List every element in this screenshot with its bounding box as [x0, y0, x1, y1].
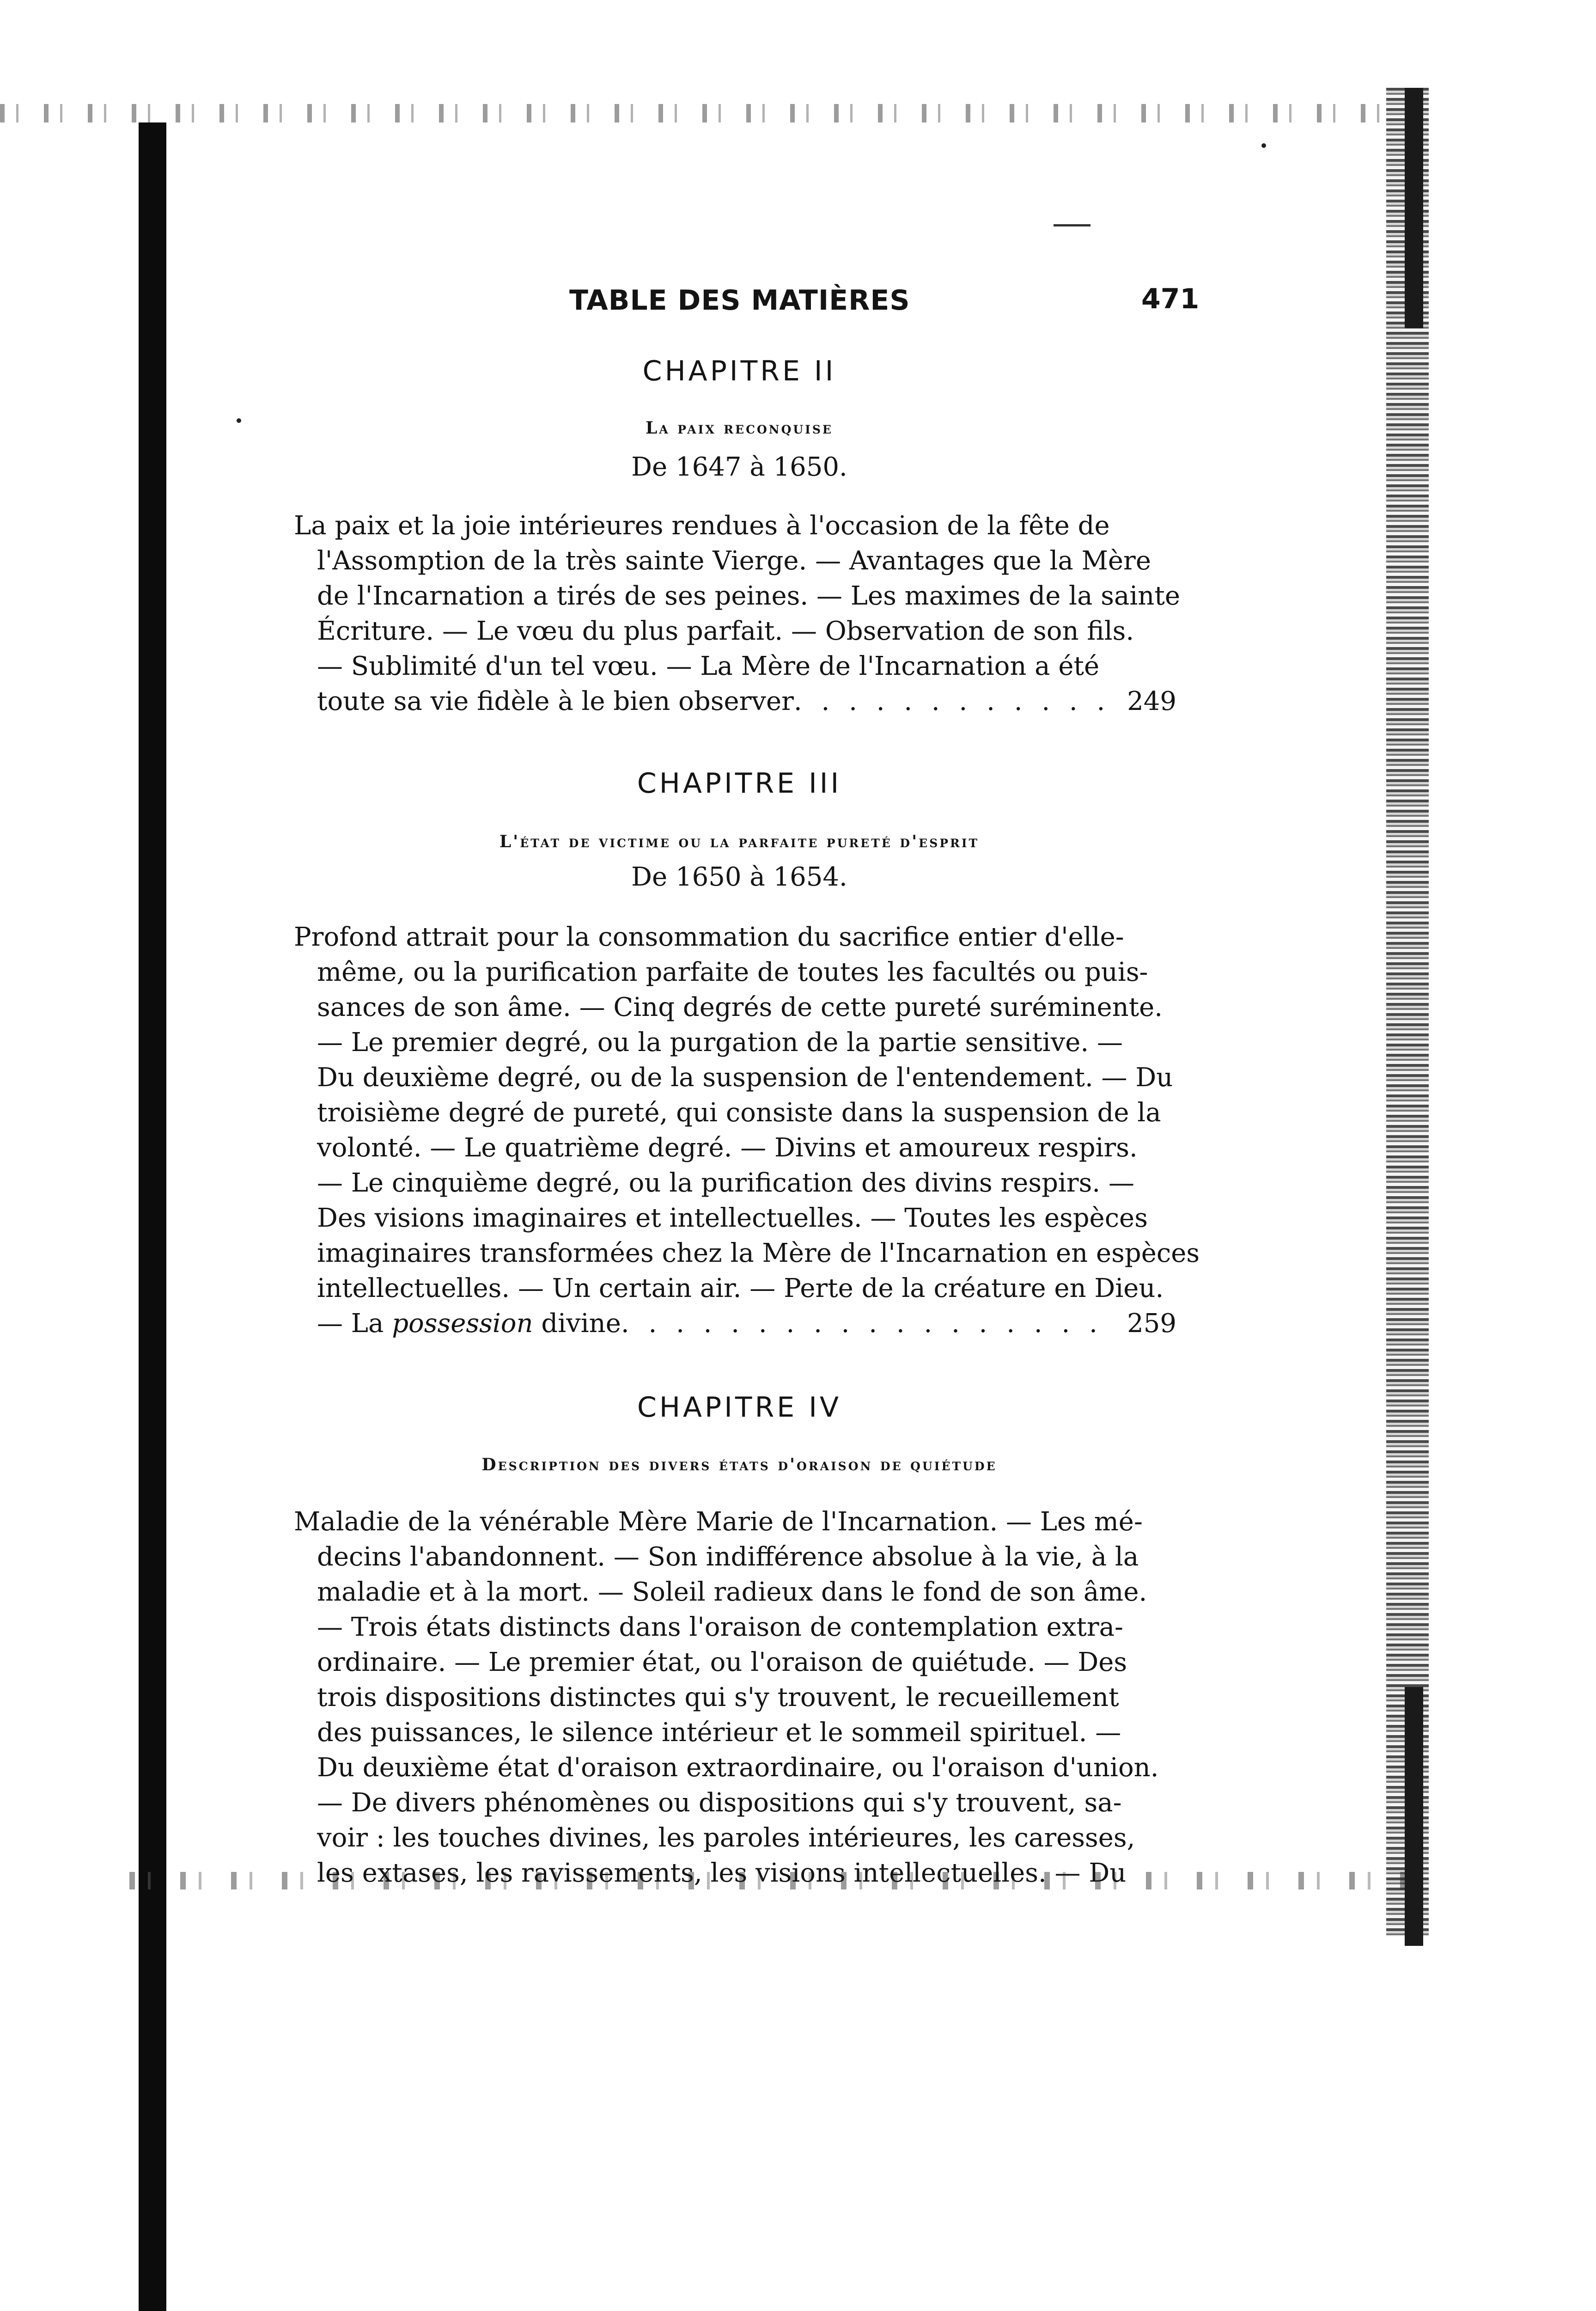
- summary-line: Du deuxième degré, ou de la suspension de l'entendement. — Du: [317, 1063, 1173, 1093]
- binding-shadow: [139, 122, 166, 2311]
- page-reference: 259: [1127, 1308, 1176, 1339]
- summary-line: Écriture. — Le vœu du plus parfait. — Observation de son fils.: [317, 616, 1134, 646]
- chapter-subtitle: Description des divers états d'oraison de quiétude: [481, 1455, 997, 1474]
- toc-entry: [294, 684, 1200, 719]
- italic-term: possession: [392, 1308, 533, 1339]
- chapter-title: CHAPITRE IV: [637, 1391, 841, 1424]
- toc-entry: [294, 1306, 1200, 1341]
- chapter-summary: [294, 1504, 1200, 1891]
- running-title: TABLE DES MATIÈRES: [569, 284, 910, 317]
- dot-leader: [621, 1306, 1118, 1341]
- summary-line: maladie et à la mort. — Soleil radieux dans le fond de son âme.: [317, 1577, 1147, 1607]
- summary-line: ordinaire. — Le premier état, ou l'oraison de quiétude. — Des: [317, 1647, 1127, 1677]
- summary-line: decins l'abandonnent. — Son indifférence absolue à la vie, à la: [317, 1542, 1139, 1572]
- summary-line: trois dispositions distinctes qui s'y trouvent, le recueillement: [317, 1682, 1119, 1712]
- summary-text: — La: [317, 1308, 392, 1339]
- scan-noise-top: [0, 104, 1386, 122]
- summary-line: — Trois états distincts dans l'oraison de contemplation extra-: [317, 1612, 1123, 1642]
- summary-line: intellectuelles. — Un certain air. — Perte de la créature en Dieu.: [317, 1273, 1164, 1303]
- chapter-subtitle: La paix reconquise: [646, 418, 833, 438]
- summary-text: divine: [533, 1308, 621, 1339]
- summary-line: même, ou la purification parfaite de toutes les facultés ou puis-: [317, 957, 1148, 987]
- summary-line: toute sa vie fidèle à le bien observer: [317, 686, 794, 716]
- summary-line: volonté. — Le quatrième degré. — Divins et amoureux respirs.: [317, 1133, 1138, 1163]
- chapter-title: CHAPITRE III: [637, 767, 842, 800]
- summary-line: de l'Incarnation a tirés de ses peines. — Les maximes de la sainte: [317, 581, 1181, 611]
- summary-line: — Le premier degré, ou la purgation de la partie sensitive. —: [317, 1027, 1123, 1058]
- page-number: 471: [1141, 283, 1200, 315]
- chapter-title: CHAPITRE II: [642, 355, 836, 387]
- chapter-summary: [294, 508, 1200, 719]
- ink-dash: [1054, 224, 1090, 226]
- ink-speck: [1261, 143, 1266, 148]
- page-edge-right: [1386, 88, 1429, 1937]
- summary-line: Du deuxième état d'oraison extraordinaire, ou l'oraison d'union.: [317, 1753, 1159, 1783]
- summary-line: Profond attrait pour la consommation du sacrifice entier d'elle-: [294, 922, 1124, 952]
- page-edge-shadow-top: [1405, 88, 1423, 328]
- chapter-dates: De 1650 à 1654.: [631, 862, 847, 892]
- chapter-dates: De 1647 à 1650.: [631, 452, 847, 482]
- summary-line: des puissances, le silence intérieur et le sommeil spirituel. —: [317, 1718, 1121, 1748]
- summary-line: imaginaires transformées chez la Mère de l'Incarnation en espèces: [317, 1238, 1200, 1268]
- summary-line: La paix et la joie intérieures rendues à l'occasion de la fête de: [294, 511, 1110, 541]
- summary-line: Des visions imaginaires et intellectuelles. — Toutes les espèces: [317, 1203, 1148, 1233]
- summary-line: [317, 1306, 621, 1341]
- page-reference: 249: [1127, 686, 1176, 716]
- chapter-summary: [294, 920, 1200, 1341]
- chapter-subtitle: L'état de victime ou la parfaite pureté d'esprit: [499, 832, 980, 851]
- summary-line: les extases, les ravissements, les visions intellectuelles. — Du: [317, 1858, 1127, 1888]
- summary-line: troisième degré de pureté, qui consiste dans la suspension de la: [317, 1098, 1161, 1128]
- summary-line: l'Assomption de la très sainte Vierge. — Avantages que la Mère: [317, 546, 1151, 576]
- page-edge-shadow-bottom: [1405, 1687, 1423, 1946]
- ink-speck: [237, 418, 241, 423]
- summary-line: voir : les touches divines, les paroles intérieures, les caresses,: [317, 1823, 1135, 1853]
- summary-line: — Sublimité d'un tel vœu. — La Mère de l'Incarnation a été: [317, 651, 1100, 681]
- summary-line: Maladie de la vénérable Mère Marie de l'Incarnation. — Les mé-: [294, 1507, 1143, 1537]
- summary-line: sances de son âme. — Cinq degrés de cette pureté suréminente.: [317, 992, 1163, 1022]
- summary-line: — Le cinquième degré, ou la purification des divins respirs. —: [317, 1168, 1134, 1198]
- summary-line: — De divers phénomènes ou dispositions qui s'y trouvent, sa-: [317, 1788, 1122, 1818]
- dot-leader: [794, 684, 1118, 719]
